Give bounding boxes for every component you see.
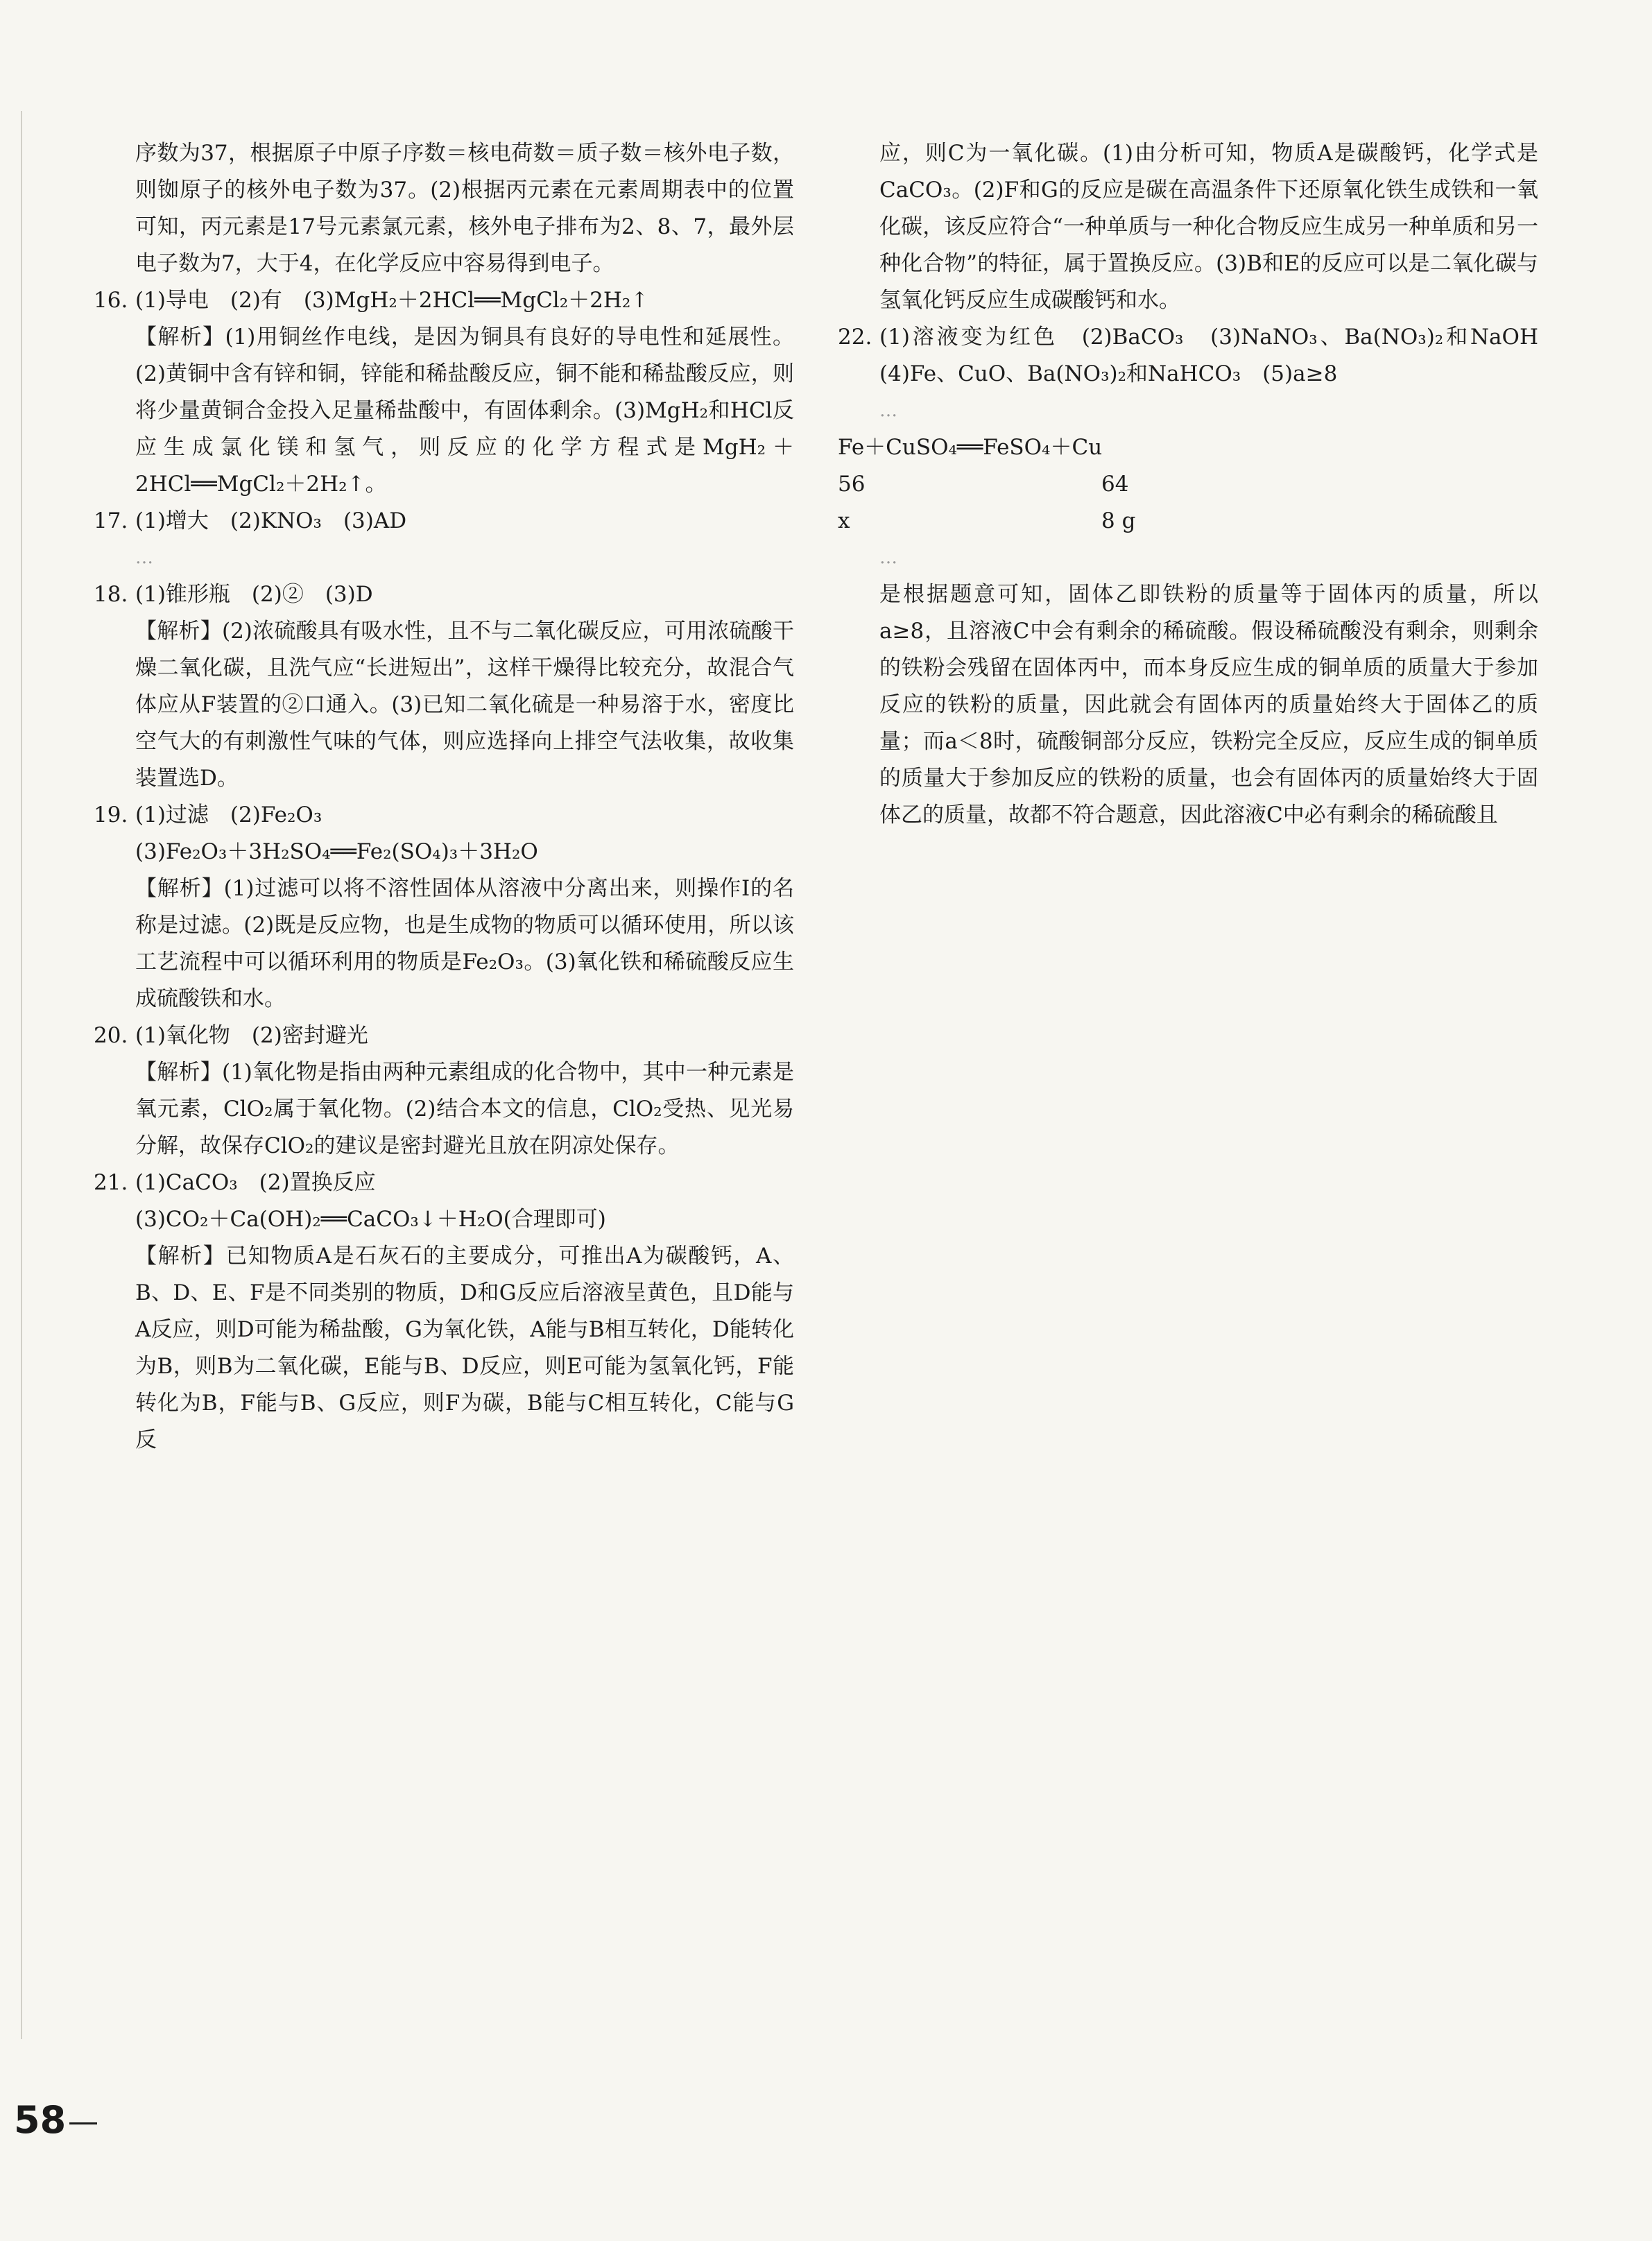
answer-line — [94, 282, 794, 319]
calc-equation: Fe＋CuSO₄══FeSO₄＋Cu — [838, 435, 1103, 460]
analysis-text: 【解析】(1)氧化物是指由两种元素组成的化合物中，其中一种元素是氧元素，ClO₂属于氧化物。(2)结合本文的信息，ClO₂受热、见光易分解，故保存ClO₂的建议是密封避光且放在阴凉处保存。 — [135, 1060, 794, 1158]
analysis-text: 【解析】(2)浓硫酸具有吸水性，且不与二氧化碳反应，可用浓硫酸干燥二氧化碳，且洗气应“长进短出”，这样干燥得比较充分，故混合气体应从F装置的②口通入。(3)已知二氧化硫是一种易溶于水，密度比空气大的有刺激性气味的气体，则应选择向上排空气法收集，故收集装置选D。 — [135, 619, 794, 791]
equation-text: (3)CO₂＋Ca(OH)₂══CaCO₃↓＋H₂O(合理即可) — [135, 1207, 606, 1232]
right-column — [838, 135, 1560, 834]
question-number: 16. — [94, 288, 128, 313]
page-number: 58 — [14, 2098, 67, 2142]
analysis-placeholder: … — [135, 547, 153, 568]
question-16 — [94, 282, 794, 503]
answer-text: (1)导电 (2)有 (3)MgH₂＋2HCl══MgCl₂＋2H₂↑ — [135, 288, 649, 313]
question-number: 18. — [94, 582, 128, 607]
page-number-dash — [69, 2122, 97, 2124]
equation-text: (3)Fe₂O₃＋3H₂SO₄══Fe₂(SO₄)₃＋3H₂O — [135, 839, 538, 864]
q15-continuation: 序数为37，根据原子中原子序数＝核电荷数＝质子数＝核外电子数，则铷原子的核外电子数为37。(2)根据丙元素在元素周期表中的位置可知，丙元素是17号元素氯元素，核外电子排布为2、8、7，最外层电子数为7，大于4，在化学反应中容易得到电子。 — [135, 141, 794, 276]
question-number: 21. — [94, 1170, 128, 1195]
left-column — [94, 135, 794, 1459]
answer-line — [94, 797, 794, 834]
calc-cu-given: 8 g — [1101, 508, 1136, 533]
question-17 — [94, 503, 794, 576]
answer-line — [94, 1018, 794, 1054]
calc-row-2 — [838, 503, 1538, 540]
answer-line — [94, 1165, 794, 1201]
answer-text: (1)锥形瓶 (2)② (3)D — [135, 582, 373, 607]
answer-text: (1)CaCO₃ (2)置换反应 — [135, 1170, 376, 1195]
answer-text: (1)溶液变为红色 (2)BaCO₃ (3)NaNO₃、Ba(NO₃)₂和NaOH (4)Fe、CuO、Ba(NO₃)₂和NaHCO₃ (5)a≥8 — [879, 325, 1560, 386]
answer-line — [94, 576, 794, 613]
calc-row-1 — [838, 466, 1538, 503]
calc-unknown: x — [838, 508, 850, 533]
question-number: 20. — [94, 1023, 128, 1048]
question-18 — [94, 576, 794, 797]
question-number: 17. — [94, 508, 128, 533]
calc-cu-mass: 64 — [1101, 472, 1129, 497]
question-number: 22. — [838, 325, 872, 350]
analysis-text: 【解析】(1)用铜丝作电线，是因为铜具有良好的导电性和延展性。(2)黄铜中含有锌和铜，锌能和稀盐酸反应，铜不能和稀盐酸反应，则将少量黄铜合金投入足量稀盐酸中，有固体剩余。(3)MgH₂和HCl反应生成氯化镁和氢气，则反应的化学方程式是MgH₂＋2HCl══MgCl₂＋2H₂↑。 — [135, 325, 794, 497]
answer-line — [94, 503, 794, 540]
question-21 — [94, 1165, 794, 1459]
calc-fe-mass: 56 — [838, 472, 866, 497]
analysis-tail: 是根据题意可知，固体乙即铁粉的质量等于固体丙的质量，所以a≥8，且溶液C中会有剩余的稀硫酸。假设稀硫酸没有剩余，则剩余的铁粉会残留在固体丙中，而本身反应生成的铜单质的质量大于参加反应的铁粉的质量，因此就会有固体丙的质量始终大于固体乙的质量；而a＜8时，硫酸铜部分反应，铁粉完全反应，反应生成的铜单质的质量大于参加反应的铁粉的质量，也会有固体丙的质量始终大于固体乙的质量，故都不符合题意，因此溶液C中必有剩余的稀硫酸且 — [879, 582, 1538, 827]
binding-margin — [21, 111, 22, 2039]
question-22 — [838, 319, 1560, 834]
answer-text: (1)过滤 (2)Fe₂O₃ — [135, 802, 322, 827]
q21-continuation: 应，则C为一氧化碳。(1)由分析可知，物质A是碳酸钙，化学式是CaCO₃。(2)F和G的反应是碳在高温条件下还原氧化铁生成铁和一氧化碳，该反应符合“一种单质与一种化合物反应生成另一种单质和另一种化合物”的特征，属于置换反应。(3)B和E的反应可以是二氧化碳与氢氧化钙反应生成碳酸钙和水。 — [879, 141, 1538, 313]
question-19 — [94, 797, 794, 1018]
question-20 — [94, 1018, 794, 1165]
question-number: 19. — [94, 802, 128, 827]
analysis-placeholder: … — [879, 400, 897, 421]
answer-line — [838, 319, 1560, 393]
analysis-text: 【解析】已知物质A是石灰石的主要成分，可推出A为碳酸钙，A、B、D、E、F是不同类别的物质，D和G反应后溶液呈黄色，且D能与A反应，则D可能为稀盐酸，G为氧化铁，A能与B相互转化，D能转化为B，则B为二氧化碳，E能与B、D反应，则E可能为氢氧化钙，F能转化为B，F能与B、G反应，则F为碳，B能与C相互转化，C能与G反 — [135, 1244, 794, 1452]
answer-text: (1)增大 (2)KNO₃ (3)AD — [135, 508, 407, 533]
proportion-placeholder: … — [879, 547, 897, 568]
analysis-text: 【解析】(1)过滤可以将不溶性固体从溶液中分离出来，则操作Ⅰ的名称是过滤。(2)既是反应物，也是生成物的物质可以循环使用，所以该工艺流程中可以循环利用的物质是Fe₂O₃。(3)氧化铁和稀硫酸反应生成硫酸铁和水。 — [135, 876, 794, 1011]
answer-text: (1)氧化物 (2)密封避光 — [135, 1023, 368, 1048]
